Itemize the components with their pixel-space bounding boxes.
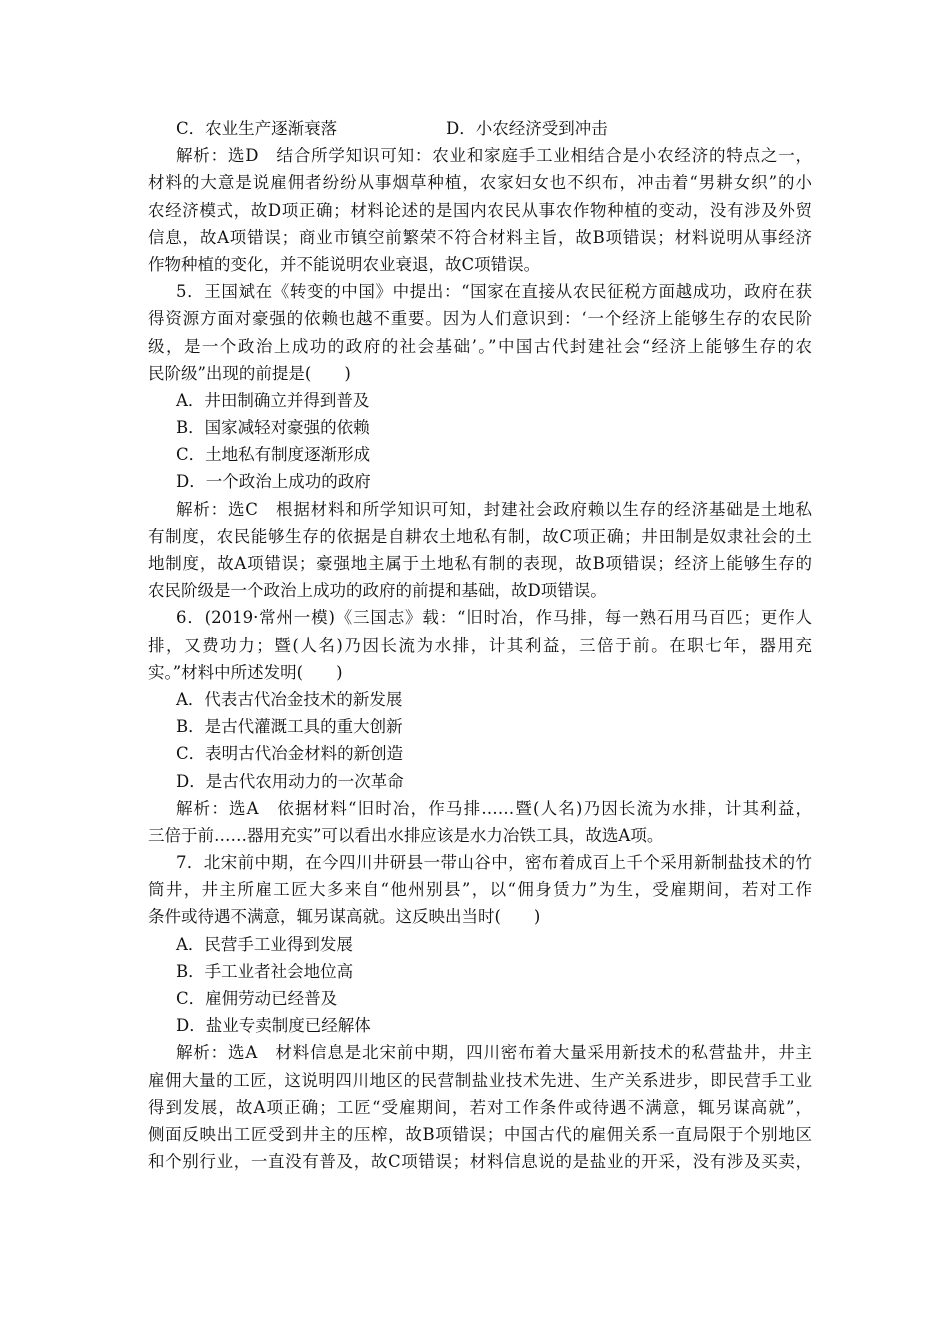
- analysis-line: 农经济模式，故D项正确；材料论述的是国内农民从事农作物种植的变动，没有涉及外贸: [148, 200, 812, 220]
- q6-options: [148, 686, 812, 795]
- stem-line: 得资源方面对豪强的依赖也越不重要。因为人们意识到：‘一个经济上能够生存的农民阶: [148, 309, 812, 329]
- stem-line: 筒井，井主所雇工匠大多来自“他州别县”，以“佣身赁力”为生，受雇期间，若对工作: [148, 880, 812, 900]
- stem-line: 5．王国斌在《转变的中国》中提出：“国家在直接从农民征税方面越成功，政府在获: [176, 282, 812, 302]
- q7-option-a: A．民营手工业得到发展: [176, 934, 353, 954]
- q6-option-b: B．是古代灌溉工具的重大创新: [176, 717, 403, 737]
- analysis-line: 和个别行业，一直没有普及，故C项错误；材料信息说的是盐业的开采，没有涉及买卖，: [148, 1152, 812, 1172]
- analysis-line: 地制度，故A项错误；豪强地主属于土地私有制的表现，故B项错误；经济上能够生存的: [148, 554, 812, 573]
- q5-option-c: C．土地私有制度逐渐形成: [176, 445, 371, 465]
- analysis-line: 雇佣大量的工匠，这说明四川地区的民营制盐业技术先进、生产关系进步，即民营手工业: [148, 1070, 812, 1090]
- q4-options-row: [148, 115, 812, 142]
- q7-stem: [148, 849, 812, 931]
- analysis-line: 三倍于前……器用充实”可以看出水排应该是水力冶铁工具，故选A项。: [148, 825, 664, 845]
- q4-option-c: C．农业生产逐渐衰落: [176, 119, 338, 138]
- analysis-line: 得到发展，故A项正确；工匠“受雇期间，若对工作条件或待遇不满意，辄另谋高就”，: [148, 1097, 812, 1117]
- q7-option-c: C．雇佣劳动已经普及: [176, 989, 338, 1008]
- analysis-line: 作物种植的变化，并不能说明农业衰退，故C项错误。: [148, 254, 541, 274]
- q7-analysis: [148, 1039, 812, 1175]
- analysis-line: 解析：选D 结合所学知识可知：农业和家庭手工业相结合是小农经济的特点之一，: [176, 146, 812, 166]
- q6-option-d: D．是古代农用动力的一次革命: [176, 771, 404, 791]
- q6-analysis: [148, 795, 812, 849]
- q7-option-b: B．手工业者社会地位高: [176, 961, 354, 981]
- stem-line: 级，是一个政治上成功的政府的社会基础’。”中国古代封建社会“经济上能够生存的农: [148, 336, 812, 356]
- stem-line: 条件或待遇不满意，辄另谋高就。这反映出当时( ): [148, 907, 541, 927]
- q5-option-d: D．一个政治上成功的政府: [176, 472, 371, 492]
- q5-option-a: A．井田制确立并得到普及: [176, 390, 370, 410]
- q7-options: [148, 931, 812, 1040]
- q6-stem: [148, 604, 812, 686]
- q5-stem: [148, 278, 812, 387]
- q7-option-d: D．盐业专卖制度已经解体: [176, 1016, 371, 1036]
- q6-option-a: A．代表古代冶金技术的新发展: [176, 689, 403, 709]
- stem-line: 排，又费功力；暨(人名)乃因长流为水排，计其利益，三倍于前。在职七年，器用充: [148, 635, 812, 655]
- analysis-line: 解析：选A 依据材料“旧时冶，作马排……暨(人名)乃因长流为水排，计其利益，: [176, 798, 812, 818]
- q4-analysis: [148, 142, 812, 278]
- document-page: [148, 115, 812, 1175]
- analysis-line: 侧面反映出工匠受到井主的压榨，故B项错误；中国古代的雇佣关系一直局限于个别地区: [148, 1124, 812, 1144]
- analysis-line: 有制度，农民能够生存的依据是自耕农土地私有制，故C项正确；井田制是奴隶社会的土: [148, 526, 812, 546]
- q6-option-c: C．表明古代冶金材料的新创造: [176, 744, 404, 764]
- analysis-line: 信息，故A项错误；商业市镇空前繁荣不符合材料主旨，故B项错误；材料说明从事经济: [148, 227, 812, 247]
- analysis-line: 材料的大意是说雇佣者纷纷从事烟草种植，农家妇女也不织布，冲击着“男耕女织”的小: [148, 173, 812, 193]
- analysis-line: 解析：选C 根据材料和所学知识可知，封建社会政府赖以生存的经济基础是土地私: [176, 499, 812, 519]
- analysis-line: 解析：选A 材料信息是北宋前中期，四川密布着大量采用新技术的私营盐井，井主: [176, 1043, 812, 1063]
- stem-line: 实。”材料中所述发明( ): [148, 662, 343, 682]
- analysis-line: 农民阶级是一个政治上成功的政府的前提和基础，故D项错误。: [148, 581, 607, 601]
- q5-option-b: B．国家减轻对豪强的依赖: [176, 418, 370, 438]
- q4-option-d: D．小农经济受到冲击: [446, 119, 608, 138]
- q5-analysis: [148, 496, 812, 605]
- stem-line: 7．北宋前中期，在今四川井研县一带山谷中，密布着成百上千个采用新制盐技术的竹: [176, 853, 812, 873]
- q5-options: [148, 387, 812, 496]
- stem-line: 6．(2019·常州一模)《三国志》载：“旧时冶，作马排，每一熟石用马百匹；更作人: [176, 608, 812, 628]
- stem-line: 民阶级”出现的前提是( ): [148, 363, 351, 383]
